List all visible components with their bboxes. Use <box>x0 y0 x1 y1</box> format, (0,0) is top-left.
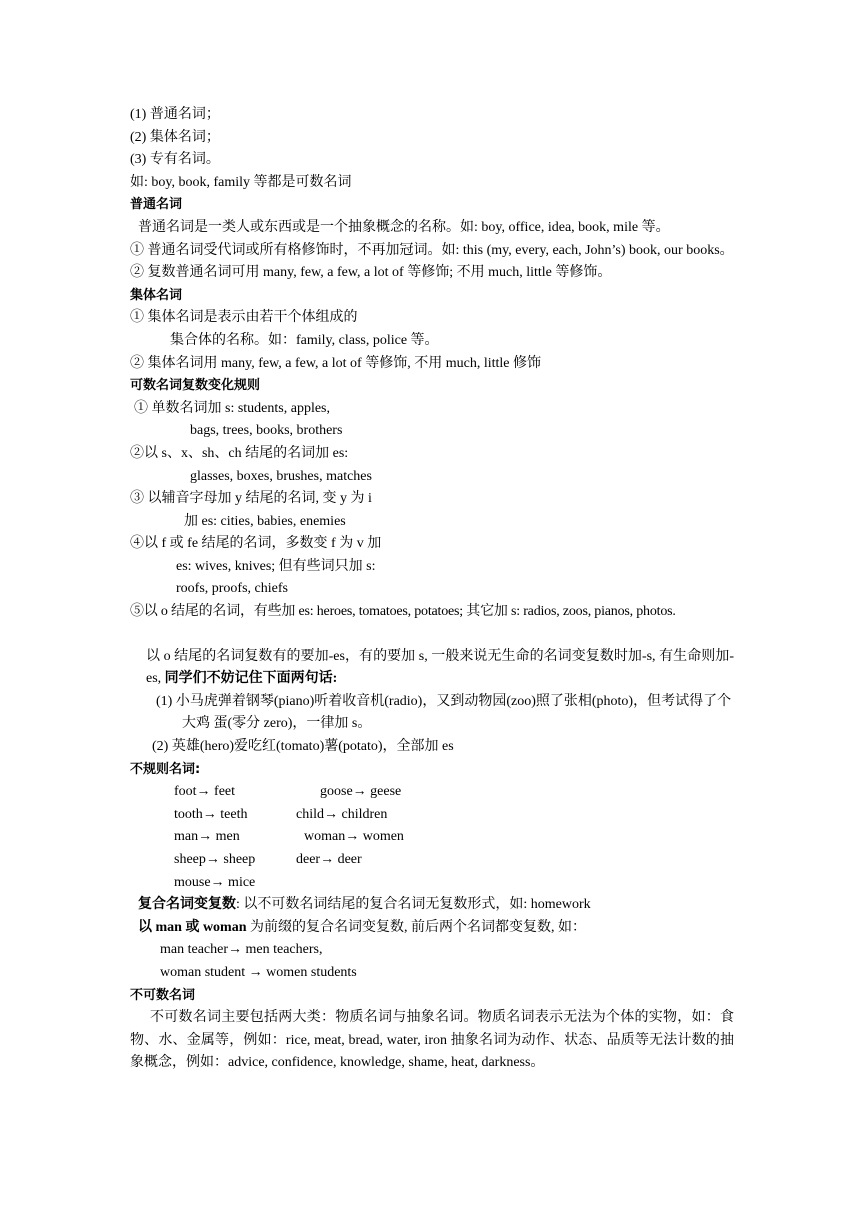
document-page <box>130 104 734 1075</box>
rule-example: glasses, boxes, brushes, matches <box>190 468 372 484</box>
compound-rule-text: : 以不可数名词结尾的复合名词无复数形式，如: homework <box>236 897 591 913</box>
list-item: (2) 集体名词； <box>130 129 220 145</box>
irregular-pair: child→ children <box>296 806 388 822</box>
man-woman-rule-text: 为前缀的复合名词变复数, 前后两个名词都变复数, 如： <box>246 919 587 935</box>
irregular-singular: foot→ feet <box>174 784 236 800</box>
list-item <box>130 826 734 849</box>
irregular-pair: woman→ women <box>304 829 404 845</box>
irregular-singular: tooth→ teeth <box>174 806 248 822</box>
rule-item: ④以 f 或 fe 结尾的名词，多数变 f 为 v 加 <box>130 536 382 552</box>
irregular-list <box>130 781 734 894</box>
irregular-singular: man→ men <box>174 829 240 845</box>
rule-example: roofs, proofs, chiefs <box>176 581 288 597</box>
compound-rule <box>130 894 734 917</box>
heading-collective-nouns: 集体名词 <box>130 287 183 303</box>
man-woman-rule-title: 以 man 或 woman <box>138 919 247 935</box>
list-item <box>130 781 734 804</box>
paragraph: ② 复数普通名词可用 many, few, a few, a lot of 等修饰; 不用 much, little 等修饰。 <box>130 265 612 281</box>
rule-example: 加 es: cities, babies, enemies <box>184 513 346 529</box>
list-item <box>130 804 734 827</box>
rule-item: ⑤以 o 结尾的名词，有些加 es: heroes, tomatoes, potatoes; 其它加 s: radios, zoos, pianos, photos. <box>130 604 676 620</box>
irregular-pair: deer→ deer <box>296 852 362 867</box>
man-woman-rule <box>130 917 734 940</box>
o-rule-emphasis: 同学们不妨记住下面两句话: <box>161 671 338 687</box>
paragraph: ① 普通名词受代词或所有格修饰时，不再加冠词。如: this (my, every, each, John’s) book, our books。 <box>130 242 734 258</box>
example-line: woman student → women students <box>160 964 357 980</box>
rule-item: ① 单数名词加 s: students, apples, <box>134 400 330 416</box>
sentence-1 <box>130 691 734 736</box>
heading-common-nouns: 普通名词 <box>130 197 183 213</box>
sentence-1-text: (1) 小马虎弹着钢琴(piano)听着收音机(radio)，又到动物园(zoo)照了张相(photo)，但考试得了个大鸡 蛋(零分 zero)，一律加 s。 <box>156 693 732 732</box>
example-line: man teacher→ men teachers, <box>160 942 323 958</box>
rule-item: ②以 s、x、sh、ch 结尾的名词加 es: <box>130 445 349 461</box>
list-item: (3) 专有名词。 <box>130 152 220 168</box>
rule-example: bags, trees, books, brothers <box>190 423 343 439</box>
paragraph-o-rule <box>130 646 734 691</box>
compound-rule-title: 复合名词变复数 <box>138 897 236 913</box>
o-rule-text: 以 o 结尾的名词复数有的要加-es，有的要加 s, 一般来说无生命的名词变复数时加-s, 有生命则加-es, <box>146 648 734 687</box>
heading-irregular-nouns: 不规则名词: <box>130 761 201 777</box>
irregular-pair: goose→ geese <box>320 784 402 800</box>
heading-plural-rules: 可数名词复数变化规则 <box>130 378 261 394</box>
paragraph: 不可数名词主要包括两大类：物质名词与抽象名词。物质名词表示无法为个体的实物，如：食物、水、金属等，例如：rice, meat, bread, water, iron 抽象名词为动作、状态、品质等无法计数的抽象概念，例如：advice, confidence, knowledge, shame, heat, darkness。 <box>130 1010 734 1071</box>
paragraph: ① 集体名词是表示由若干个体组成的 <box>130 310 358 326</box>
paragraph: ② 集体名词用 many, few, a few, a lot of 等修饰, 不用 much, little 修饰 <box>130 355 541 371</box>
list-item <box>130 872 734 895</box>
irregular-singular: mouse→ mice <box>174 874 256 890</box>
sentence-2: (2) 英雄(hero)爱吃红(tomato)薯(potato)，全部加 es <box>152 739 454 755</box>
heading-uncountable-nouns: 不可数名词 <box>130 987 196 1003</box>
irregular-singular: sheep→ sheep <box>174 852 256 867</box>
example-line: 如: boy, book, family 等都是可数名词 <box>130 174 352 190</box>
rule-example: es: wives, knives; 但有些词只加 s: <box>176 558 376 574</box>
list-item: (1) 普通名词； <box>130 107 220 122</box>
list-item <box>130 849 734 872</box>
paragraph: 集合体的名称。如：family, class, police 等。 <box>170 332 439 348</box>
rule-item: ③ 以辅音字母加 y 结尾的名词, 变 y 为 i <box>130 491 372 507</box>
paragraph: 普通名词是一类人或东西或是一个抽象概念的名称。如: boy, office, idea, book, mile 等。 <box>138 219 670 235</box>
